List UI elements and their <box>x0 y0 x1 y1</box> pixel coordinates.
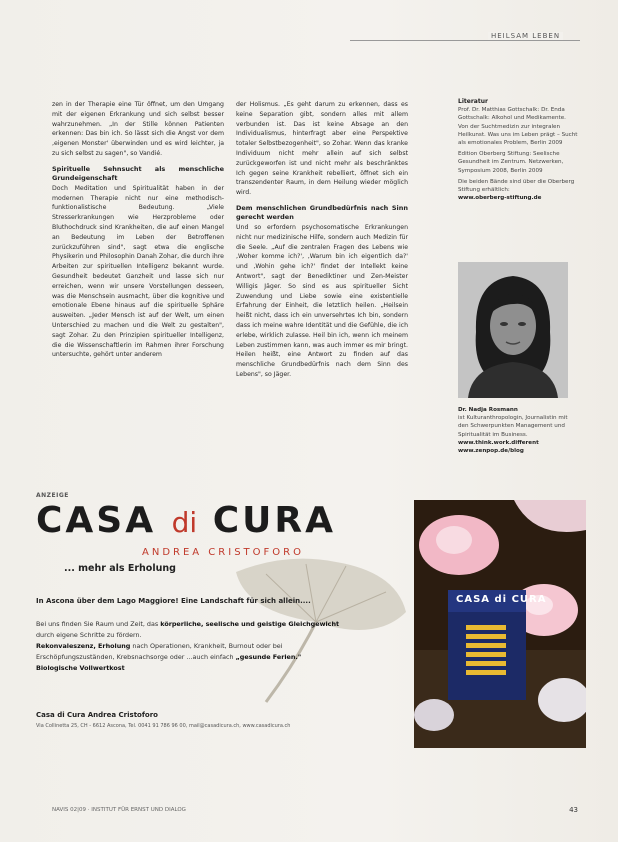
footer-publication: NAVIS 02|09 · INSTITUT FÜR ERNST UND DIALOG <box>52 807 186 813</box>
ad-text: Bei uns finden Sie Raum und Zeit, das <box>36 620 161 628</box>
literature-entry: Edition Oberberg Stiftung: Seelische Gesundheit im Zentrum. Netzwerken, Symposium 2008, Berlin 2009 <box>458 151 564 174</box>
ad-address[interactable]: Via Collinetta 25, CH - 6612 Ascona, Tel. 0041 91 786 96 00, mail@casadicura.ch, www.casadicura.ch <box>36 723 291 729</box>
article-column-2 <box>236 100 408 380</box>
ad-headline: In Ascona über dem Lago Maggiore! Eine Landschaft für sich allein.... <box>36 597 311 605</box>
ad-subtitle: ANDREA CRISTOFORO <box>142 547 304 558</box>
brochure-title: CASA di CURA <box>456 594 547 605</box>
ad-text-bold: „gesunde Ferien." <box>235 653 302 661</box>
ad-body <box>36 619 356 674</box>
header-rule <box>350 40 580 41</box>
ad-title-di: di <box>171 506 198 539</box>
author-link[interactable]: www.think.work.different <box>458 439 539 446</box>
literature-link[interactable]: www.oberberg-stiftung.de <box>458 195 542 202</box>
subheading: Spirituelle Sehnsucht als menschliche Grundeigenschaft <box>52 164 224 183</box>
advertisement <box>36 492 586 752</box>
article-paragraph: zen in der Therapie eine Tür öffnet, um den Umgang mit der eigenen Erkrankung und sich selbst besser wahrzunehmen. „In der Stille können Patienten erkennen: Das bin ich. So lässt sich die Angst vor dem ‚eigenen Monster' überwinden und es wird leichter, ja zu sich selbst zu sagen", so Vandié. <box>52 101 224 157</box>
literature-box <box>458 98 578 202</box>
flower-collage-image <box>414 500 586 748</box>
portrait-image <box>458 262 568 398</box>
author-photo <box>458 262 568 398</box>
page-footer <box>52 807 578 813</box>
ad-text-bold: Biologische Vollwertkost <box>36 664 125 672</box>
ad-image <box>414 500 586 748</box>
article-paragraph: Doch Meditation und Spiritualität haben in der modernen Therapie nicht nur eine methodisch-funktionalistische Bedeutung. „Viele Stresserkrankungen wie Herzprobleme oder Bluthochdruck sind Krankheiten, die auf einen Mangel an Bedeutung im Leben der Betroffenen zurückzuführen sind", sagt etwa die englische Physikerin und Philosophin Danah Zohar, die durch ihre Arbeiten zur spirituellen Intelligenz bekannt wurde. Gesundheit bedeutet Ganzheit und lasse sich nur erreichen, wenn wir unsere Vorstellungen desseen, was die Menschsein ausmacht, über die kognitive und emotionale Ebene hinaus auf die spirituelle Sphäre ausweiten. „Jeder Mensch ist auf der Welt, um einen Unterschied zu machen und die Welt zu gestalten", sagt Zohar. Zu den Prinzipien spiritueller Intelligenz, die die Wissenschaftlerin im Rahmen ihrer Forschung untersuchte, gehört unter anderem <box>52 184 224 359</box>
ad-text-bold: Rekonvaleszenz, Erholung <box>36 642 131 650</box>
literature-title: Literatur <box>458 98 488 105</box>
author-box <box>458 406 578 455</box>
ad-title-part: CASA <box>36 500 172 541</box>
ad-text: nach Operationen, Krankheit, Burnout oder bei Erschöpfungszuständen, Krebsnachsorge oder ...auch einfach <box>36 642 283 661</box>
ad-tagline: ... mehr als Erholung <box>64 563 176 574</box>
page-number: 43 <box>569 806 578 814</box>
ad-title <box>36 500 336 541</box>
ad-contact-name: Casa di Cura Andrea Cristoforo <box>36 711 158 719</box>
article-paragraph: Und so erfordern psychosomatische Erkrankungen nicht nur medizinische Hilfe, sondern auch Medizin für die Seele. „Auf die zentralen Fragen des Lebens wie ‚Woher komme ich?', ‚Warum bin ich eigentlich da?' und ‚Wohin gehe ich?' findet der Intellekt keine Antwort", sagt der Benediktiner und Zen-Meister Willigis Jäger. So sind es aus spiritueller Sicht Zuwendung und Liebe sowie eine existentielle Erfahrung der Einheit, die letztlich heilen. „Heilsein heißt nicht, dass ich ein unversehrtes Ich bin, sondern dass ich meine wahre Identität und die Gefühle, die ich erlebe, wirklich zulasse. Heil bin ich, wenn ich meinem Leben zustimmen kann, was auch immer es mir bringt. Heilen heißt, eine Antwort zu finden auf das menschliche Grundbedürfnis nach dem Sinn des Lebens", so Jäger. <box>236 223 408 378</box>
article-column-1 <box>52 100 224 360</box>
author-bio: ist Kulturanthropologin, Journalistin mit den Schwerpunkten Management und Spiritualität im Business. <box>458 415 568 438</box>
subheading: Dem menschlichen Grundbedürfnis nach Sinn gerecht werden <box>236 203 408 222</box>
ad-label: ANZEIGE <box>36 492 69 499</box>
literature-entry: Prof. Dr. Matthias Gottschalk: Dr. Enda Gottschalk: Alkohol und Medikamente. Von der Suchtmedizin zur integralen Heilkunst. Was uns im Leben prägt – Sucht als emotionales Problem, Berlin 2009 <box>458 107 578 147</box>
author-name: Dr. Nadja Rosmann <box>458 407 518 413</box>
article-paragraph: der Holismus. „Es geht darum zu erkennen, dass es keine Separation gibt, sondern alles mit allem verbunden ist. Das ist keine Absage an den Individualismus, hinterfragt aber eine Perspektive totaler Selbstbezogenheit", so Zohar. Wenn das kranke Individuum nicht mehr allein auf sich selbst zurückgeworfen ist und nicht mehr als beschränktes Ich gegen seine Krankheit rebelliert, öffnet sich ein transzendenter Raum, in dem Heilung wieder möglich wird. <box>236 101 408 197</box>
ad-text: durch eigene Schritte zu fördern. <box>36 631 142 639</box>
literature-entry: Die beiden Bände sind über die Oberberg Stiftung erhältlich: <box>458 178 575 194</box>
ad-title-part: CURA <box>197 500 336 541</box>
section-header: HEILSAM LEBEN <box>488 32 563 40</box>
ad-text-bold: körperliche, seelische und geistige Gleichgewicht <box>160 620 340 628</box>
author-link[interactable]: www.zenpop.de/blog <box>458 448 524 455</box>
